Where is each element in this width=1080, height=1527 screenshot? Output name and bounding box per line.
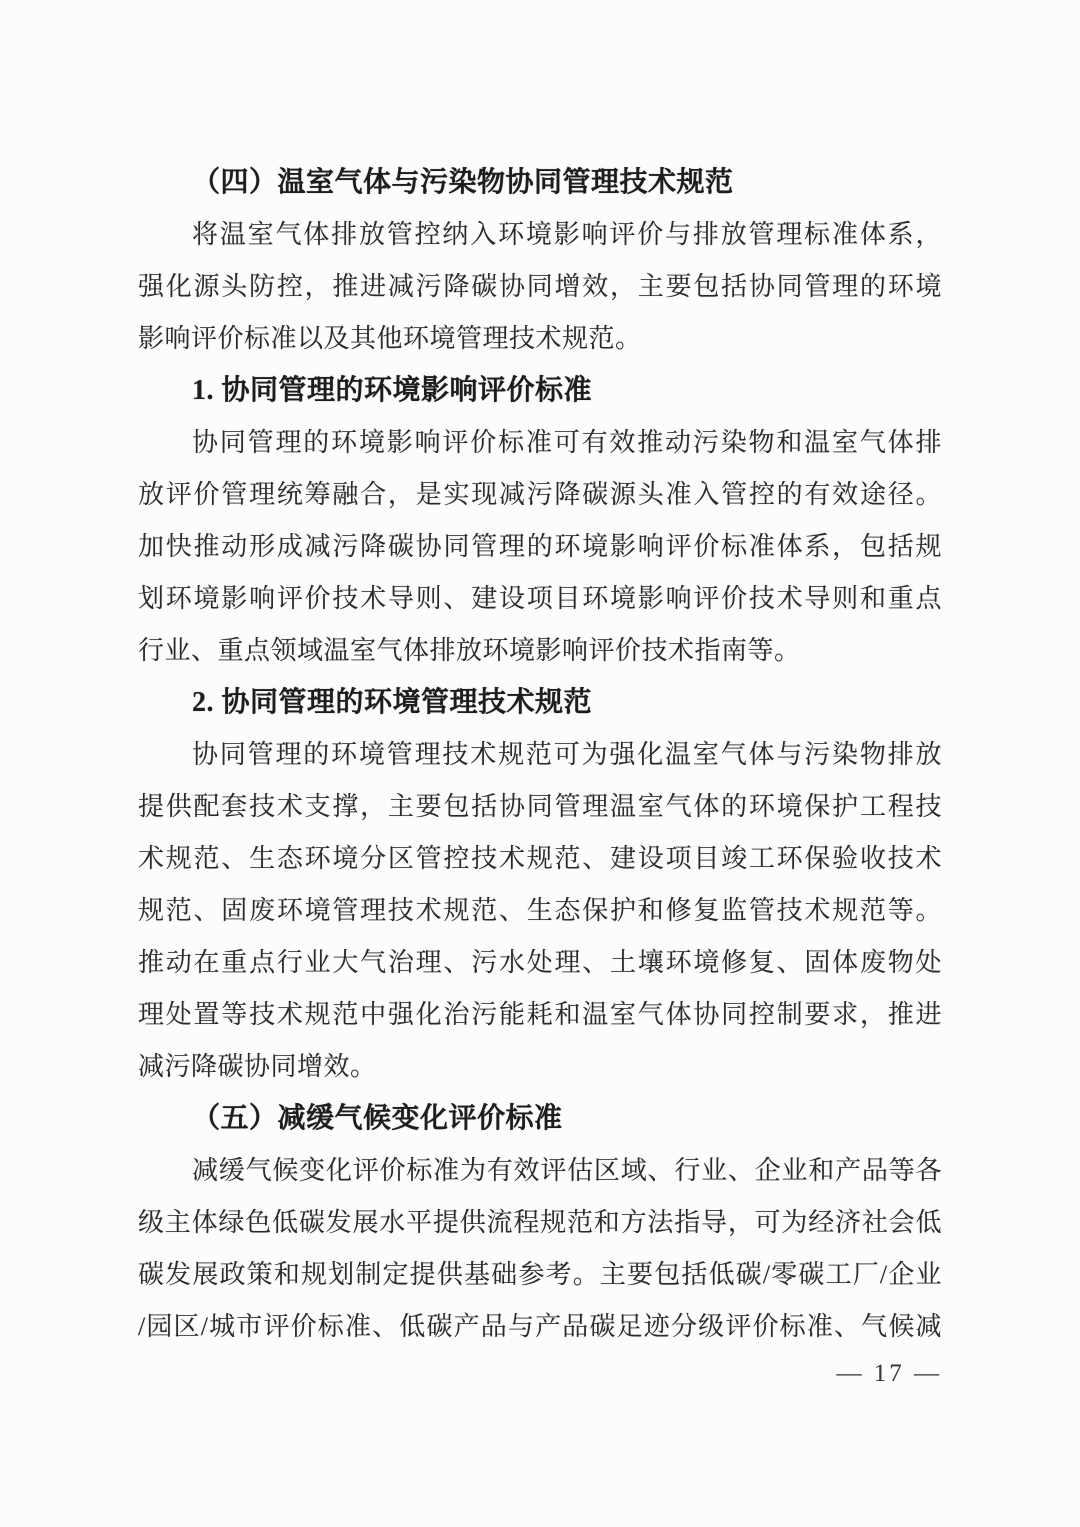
body-line: 碳发展政策和规划制定提供基础参考。主要包括低碳/零碳工厂/企业	[138, 1260, 942, 1289]
body-line: 推动在重点行业大气治理、污水处理、土壤环境修复、固体废物处	[138, 948, 942, 977]
body-line: 提供配套技术支撑，主要包括协同管理温室气体的环境保护工程技	[138, 792, 942, 821]
body-line: 协同管理的环境管理技术规范可为强化温室气体与污染物排放	[192, 740, 942, 769]
section-heading: 1. 协同管理的环境影响评价标准	[192, 375, 593, 406]
body-line: 行业、重点领域温室气体排放环境影响评价技术指南等。	[138, 636, 801, 665]
body-line: 协同管理的环境影响评价标准可有效推动污染物和温室气体排	[192, 428, 942, 457]
body-line: 影响评价标准以及其他环境管理技术规范。	[138, 324, 642, 353]
page-number: — 17 —	[836, 1360, 942, 1387]
body-line: 减污降碳协同增效。	[138, 1052, 377, 1081]
section-heading: （五）减缓气候变化评价标准	[192, 1103, 563, 1134]
body-line: 级主体绿色低碳发展水平提供流程规范和方法指导，可为经济社会低	[138, 1208, 942, 1237]
body-line: 减缓气候变化评价标准为有效评估区域、行业、企业和产品等各	[192, 1156, 942, 1185]
body-line: 强化源头防控，推进减污降碳协同增效，主要包括协同管理的环境	[138, 272, 942, 301]
body-line: 加快推动形成减污降碳协同管理的环境影响评价标准体系，包括规	[138, 532, 942, 561]
section-heading: 2. 协同管理的环境管理技术规范	[192, 687, 593, 718]
body-line: /园区/城市评价标准、低碳产品与产品碳足迹分级评价标准、气候减	[138, 1312, 942, 1341]
body-line: 划环境影响评价技术导则、建设项目环境影响评价技术导则和重点	[138, 584, 942, 613]
section-heading: （四）温室气体与污染物协同管理技术规范	[192, 167, 734, 198]
document-body	[138, 157, 942, 1353]
body-line: 规范、固废环境管理技术规范、生态保护和修复监管技术规范等。	[138, 896, 942, 925]
body-line: 放评价管理统筹融合，是实现减污降碳源头准入管控的有效途径。	[138, 480, 942, 509]
body-line: 理处置等技术规范中强化治污能耗和温室气体协同控制要求，推进	[138, 1000, 942, 1029]
body-line: 将温室气体排放管控纳入环境影响评价与排放管理标准体系，	[192, 220, 942, 249]
body-line: 术规范、生态环境分区管控技术规范、建设项目竣工环保验收技术	[138, 844, 942, 873]
